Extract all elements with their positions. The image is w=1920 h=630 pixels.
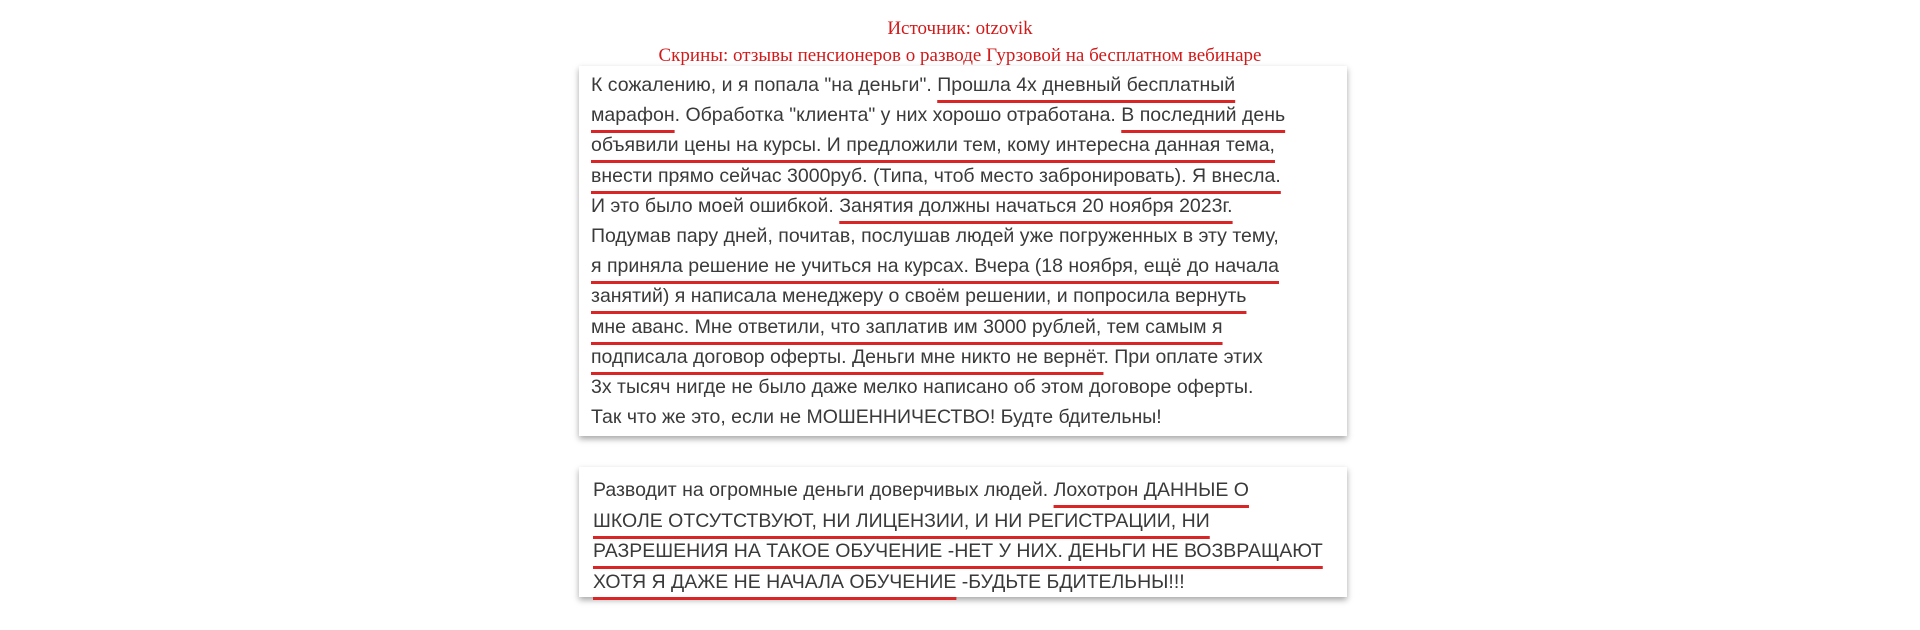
review-text: 3х тысяч нигде не было даже мелко написано об этом договоре оферты. [591,375,1254,398]
review-line [593,475,1347,506]
underlined-text: марафон [591,104,675,127]
review-text: К сожалению, и я попала "на деньги". [591,74,938,96]
review-line [591,281,1347,311]
underlined-text: РАЗРЕШЕНИЯ НА ТАКОЕ ОБУЧЕНИЕ -НЕТ У НИХ. ДЕНЬГИ НЕ ВОЗВРАЩАЮТ [593,540,1323,563]
screens-caption: Скрины: отзывы пенсионеров о разводе Гурзовой на бесплатном вебинаре [658,45,1262,66]
underlined-text: В последний день [1121,104,1286,127]
underlined-text: подписала договор оферты. Деньги мне никто не вернёт [591,345,1104,368]
review-line [591,402,1347,432]
underlined-text: занятий) я написала менеджеру о своём решении, и попросила вернуть [591,285,1247,308]
review-line [591,70,1347,100]
underlined-text: объявили цены на курсы. И предложили тем, кому интересна данная тема, [591,134,1275,157]
underlined-text: мне аванс. Мне ответили, что заплатив им 3000 рублей, тем самым я [591,315,1223,338]
review-line [591,100,1347,130]
underlined-text: Лохотрон ДАННЫЕ О [1053,479,1249,501]
review-line [591,161,1347,191]
review-text: . Обработка "клиента" у них хорошо отработана. [674,104,1122,127]
review-line [591,130,1347,160]
underlined-text: ШКОЛЕ ОТСУТСТВУЮТ, НИ ЛИЦЕНЗИИ, И НИ РЕГИСТРАЦИИ, НИ [593,509,1210,532]
review-line [593,567,1347,598]
underlined-text: внести прямо сейчас 3000руб. (Типа, чтоб место забронировать). Я внесла. [591,164,1281,187]
review-line [591,312,1347,342]
review-text: . При оплате этих [1103,345,1263,368]
review-line [591,342,1347,372]
underlined-text: Прошла 4х дневный бесплатный [937,74,1236,96]
review-line [591,251,1347,281]
review-text: Разводит на огромные деньги доверчивых людей. [593,479,1054,501]
review-text: И это было моей ошибкой. [591,194,840,217]
review-text: -БУДЬТЕ БДИТЕЛЬНЫ!!! [956,570,1185,593]
review-card-1 [579,66,1347,436]
source-caption: Источник: otzovik [887,18,1033,39]
review-line [591,372,1347,402]
review-line [591,221,1347,251]
review-text: Так что же это, если не МОШЕННИЧЕСТВО! Будте бдительны! [591,406,1162,429]
underlined-text: Занятия должны начаться 20 ноября 2023г. [839,194,1233,217]
underlined-text: ХОТЯ Я ДАЖЕ НЕ НАЧАЛА ОБУЧЕНИЕ [593,570,957,593]
review-card-2 [579,467,1347,597]
review-line [593,506,1347,537]
underlined-text: я приняла решение не учиться на курсах. Вчера (18 ноября, ещё до начала [591,255,1279,278]
review-line [593,536,1347,567]
review-text: Подумав пару дней, почитав, послушав людей уже погруженных в эту тему, [591,224,1279,247]
review-line [591,191,1347,221]
